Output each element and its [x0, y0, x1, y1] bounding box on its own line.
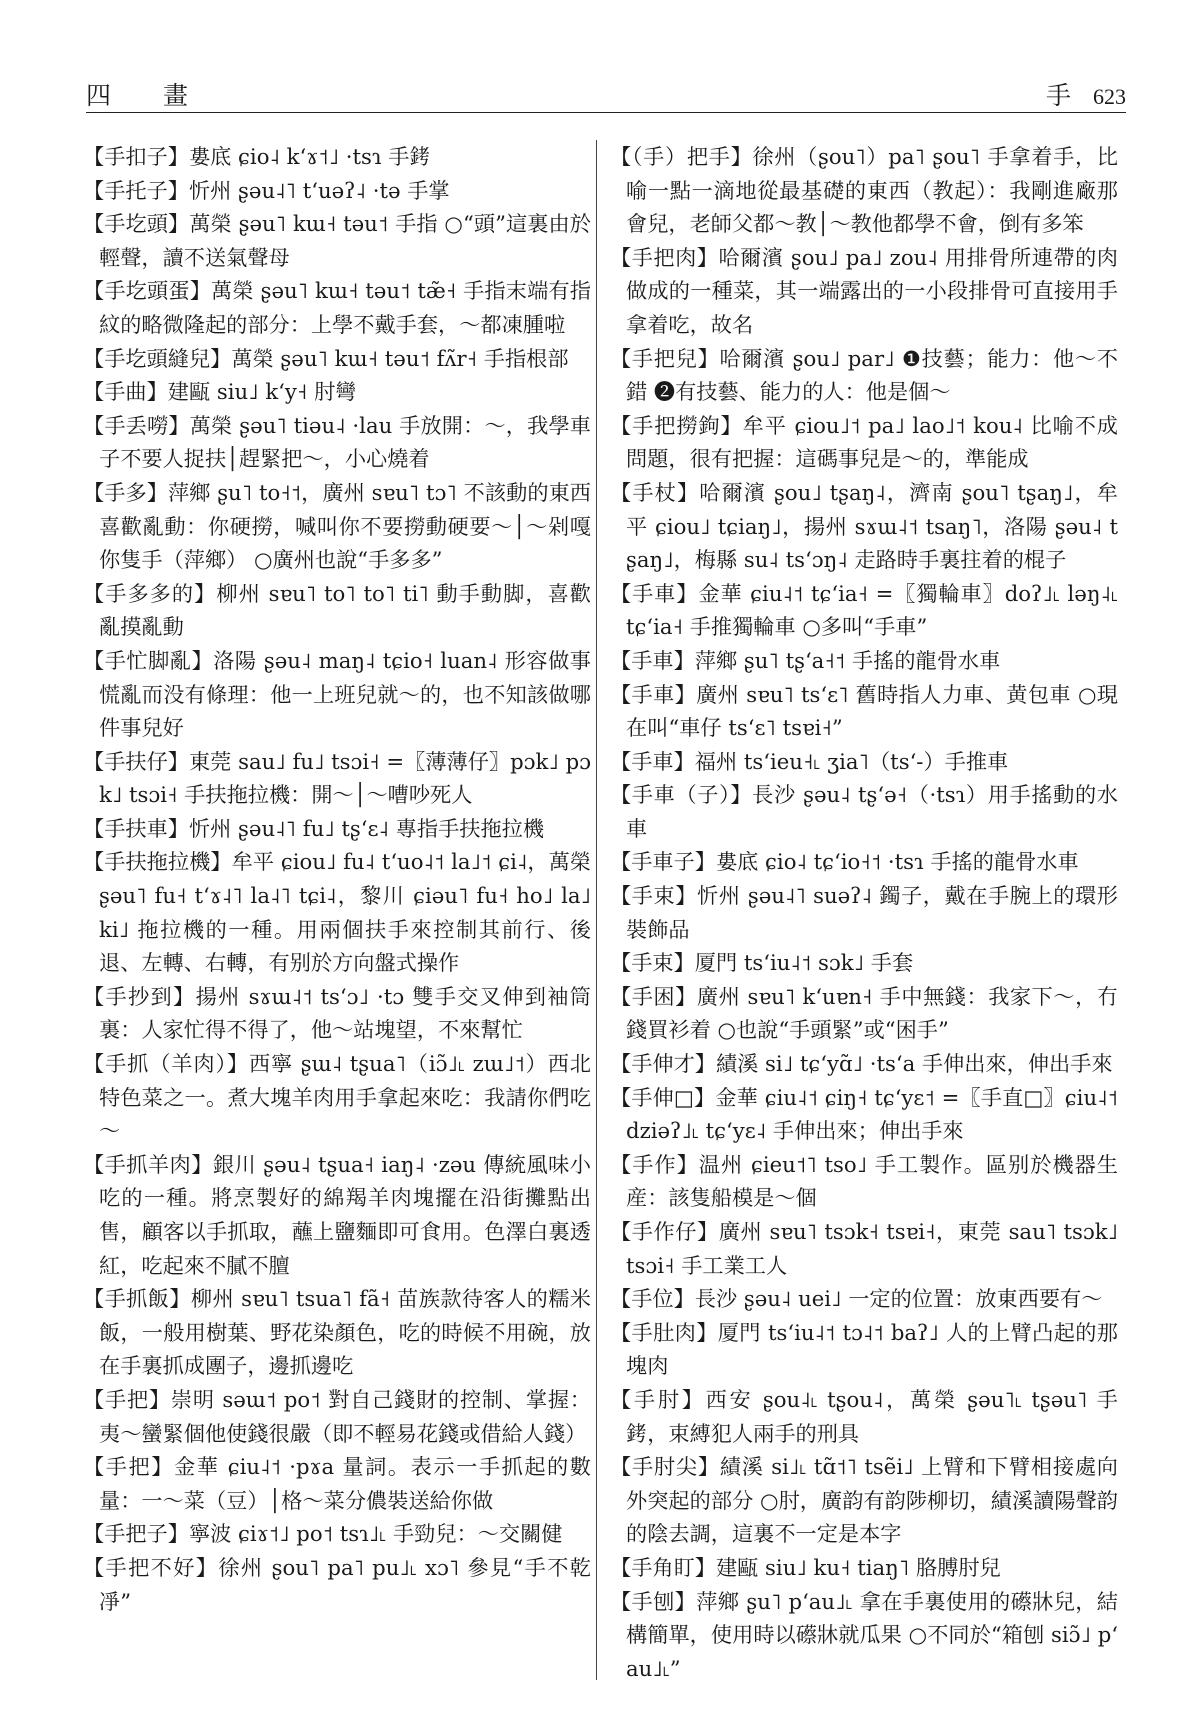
dictionary-entry: 【手把子】寧波 ɕiɤ˦˩ po˦ tsɿ˩˪ 手勁兒：～交關健 — [83, 1521, 563, 1547]
dictionary-entry: 【手位】長沙 ʂəu˨ uei˩ 一定的位置：放東西要有～ — [610, 1286, 1103, 1312]
dictionary-entry: 【手杖】哈爾濱 ʂou˩ tʂaŋ˨，濟南 ʂou˥ tʂaŋ˩，牟平 ɕiou˩ tɕiaŋ˩，揚州 sɤɯ˨˦ tsaŋ˥，洛陽 ʂəu˨ tʂaŋ˩，梅縣 su˨ tsʻɔŋ˨ 走路時手裏拄着的棍子 — [610, 479, 1118, 573]
dictionary-entry: 【手多多的】柳州 sɐu˥ to˥ to˥ ti˥ 動手動脚，喜歡亂摸亂動 — [83, 580, 591, 640]
section-title: 四 畫 — [86, 81, 210, 110]
dictionary-entry: 【手把肉】哈爾濱 ʂou˩ pa˩ zou˨ 用排骨所連帶的肉做成的一種菜，其一端露出的一小段排骨可直接用手拿着吃，故名 — [610, 244, 1118, 337]
dictionary-entry: 【手扶拖拉機】牟平 ɕiou˩ fu˨ tʻuo˨˦ la˩˦ ɕi˨，萬榮 ʂəu˥ fu˧ tʻɤ˨˥ la˨˥ tɕi˨，黎川 ɕiəu˥ fu˧ ho˩ la˩ ki˩ 拖拉機的一種。用兩個扶手來控制其前行、後退、左轉、右轉，有别於方向盤式操作 — [83, 849, 591, 976]
dictionary-entry: 【手把不好】徐州 ʂou˥ pa˥ pu˩˪ xɔ˥ 參見“手不乾凈” — [83, 1554, 591, 1614]
dictionary-entry: 【手扶車】忻州 ʂəu˨˥ fu˩ tʂʻɛ˨ 專指手扶拖拉機 — [83, 815, 545, 841]
header-character: 手 — [1046, 81, 1072, 110]
dictionary-entry: 【手圪頭縫兒】萬榮 ʂəu˥ kɯ˧ təu˦ fʌ̃r˧ 手指根部 — [83, 345, 569, 371]
dictionary-entry: 【手車】金華 ɕiu˨˦ tɕʻia˧ =〖獨輪車〗doʔ˩˪ ləŋ˨˪ tɕʻia˧ 手推獨輪車 ○多叫“手車” — [610, 580, 1118, 640]
dictionary-entry: 【手扶仔】東莞 sau˩ fu˩ tsɔi˧ =〖薄薄仔〗pɔk˩ pɔk˩ tsɔi˧ 手扶拖拉機：開～│～嘈吵死人 — [83, 748, 591, 808]
column-divider — [596, 140, 597, 1680]
dictionary-entry: 【手困】廣州 sɐu˥ kʻuɐn˧ 手中無錢：我家下～，冇錢買衫着 ○也說“手頭緊”或“困手” — [610, 983, 1118, 1043]
dictionary-entry: 【（手）把手】徐州（ʂou˥）pa˥ ʂou˥ 手拿着手，比喻一點一滴地從最基礎的東西（教起）：我剛進廠那會兒，老師父都～教│～教他都學不會，倒有多笨 — [610, 144, 1118, 237]
dictionary-entry: 【手作仔】廣州 sɐu˥ tsɔk˧ tsɐi˧，東莞 sau˥ tsɔk˩ tsɔi˧ 手工業工人 — [610, 1219, 1118, 1278]
right-column — [610, 140, 1118, 1685]
dictionary-entry: 【手伸才】績溪 si˩ tɕʻyɑ̃˩ ·tsʻa 手伸出來，伸出手來 — [610, 1051, 1113, 1077]
dictionary-entry: 【手角盯】建甌 siu˩ ku˧ tiaŋ˥ 胳膊肘兒 — [610, 1554, 1001, 1580]
page-number: 623 — [1093, 84, 1126, 109]
dictionary-entry: 【手車】廣州 sɐu˥ tsʻɛ˥ 舊時指人力車、黄包車 ○現在叫“車仔 tsʻɛ˥ tsɐi˧” — [610, 681, 1118, 741]
dictionary-entry: 【手把】崇明 səɯ˦ po˦ 對自己錢財的控制、掌握：夷～蠻緊個他使錢很嚴（即不輕易花錢或借給人錢） — [83, 1386, 591, 1446]
dictionary-entry: 【手把】金華 ɕiu˨˦ ·pɤa 量詞。表示一手抓起的數量：一～菜（豆）│格～菜分儂裝送給你做 — [83, 1454, 591, 1513]
dictionary-entry: 【手圪頭蛋】萬榮 ʂəu˥ kɯ˧ təu˦ tæ̃˧ 手指末端有指紋的略微隆起的部分：上學不戴手套，～都凍腫啦 — [83, 278, 591, 337]
header-rule — [86, 112, 1126, 113]
dictionary-entry: 【手忙脚亂】洛陽 ʂəu˨ maŋ˨ tɕio˧ luan˨ 形容做事慌亂而没有條理：他一上班兒就～的，也不知該做哪件事兒好 — [83, 647, 591, 741]
dictionary-entry: 【手肘尖】績溪 si˩˪ tɑ̃˦˥ tsẽi˩ 上臂和下臂相接處向外突起的部分 ○肘，廣韵有韵陟柳切，績溪讀陽聲韵的陰去調，這裏不一定是本字 — [610, 1454, 1118, 1547]
dictionary-entry: 【手扣子】婁底 ɕio˨ kʻɤ˦˩ ·tsɿ 手銬 — [83, 144, 431, 169]
dictionary-entry: 【手車】福州 tsʻieu˧˪ ʒia˥（tsʻ-）手推車 — [610, 748, 1009, 774]
dictionary-entry: 【手抄到】揚州 sɤɯ˨˦ tsʻɔ˩ ·tɔ 雙手交叉伸到袖筒裏：人家忙得不得了，他～站塊望，不來幫忙 — [83, 983, 591, 1043]
dictionary-entry: 【手伸□】金華 ɕiu˨˦ ɕiŋ˧ tɕʻyɛ˦ =〖手直□〗ɕiu˨˦ dziəʔ˩˪ tɕʻyɛ˨ 手伸出來；伸出手來 — [610, 1084, 1118, 1144]
dictionary-entry: 【手車子】婁底 ɕio˨ tɕʻio˧˦ ·tsɿ 手搖的龍骨水車 — [610, 849, 1079, 875]
dictionary-entry: 【手作】温州 ɕieu˦˥ tso˩ 手工製作。區别於機器生産：該隻船模是～個 — [610, 1151, 1118, 1211]
dictionary-entry: 【手束】厦門 tsʻiu˨˦ sɔk˩ 手套 — [610, 950, 914, 976]
left-column — [83, 140, 591, 1618]
dictionary-entry: 【手刨】萍鄉 ʂu˥ pʻau˩˪ 拿在手裏使用的礤牀兒，結構簡單，使用時以礤牀就瓜果 ○不同於“箱刨 siɔ̃˩ pʻau˩˪” — [610, 1588, 1118, 1681]
dictionary-entry: 【手抓（羊肉）】西寧 ʂɯ˨ tʂua˥（iɔ̃˩˪ zɯ˩˦）西北特色菜之一。煮大塊羊肉用手拿起來吃：我請你們吃～ — [83, 1051, 591, 1144]
dictionary-entry: 【手肘】西安 ʂou˨˪ tʂou˨，萬榮 ʂəu˥˪ tʂəu˥ 手銬，束縛犯人兩手的刑具 — [610, 1386, 1118, 1446]
dictionary-entry: 【手把兒】哈爾濱 ʂou˩ par˩ ❶技藝；能力：他～不錯 ❷有技藝、能力的人：他是個～ — [610, 345, 1118, 405]
dictionary-entry: 【手車（子）】長沙 ʂəu˨ tʂʻə˧（·tsɿ）用手搖動的水車 — [610, 782, 1118, 841]
dictionary-entry: 【手把撈鉤】牟平 ɕiou˩˦ pa˩ lao˩˦ kou˨ 比喻不成問題，很有把握：這碼事兒是～的，準能成 — [610, 412, 1118, 472]
dictionary-entry: 【手車】萍鄉 ʂu˥ tʂʻa˧˦ 手搖的龍骨水車 — [610, 647, 1001, 673]
dictionary-entry: 【手抓羊肉】銀川 ʂəu˨ tʂua˧ iaŋ˨ ·zəu 傳統風味小吃的一種。將烹製好的綿羯羊肉塊擺在沿街攤點出售，顧客以手抓取，蘸上鹽麵即可食用。色澤白裏透紅，吃起來不膩不膻 — [83, 1151, 591, 1278]
dictionary-entry: 【手多】萍鄉 ʂu˥ to˧˦，廣州 sɐu˥ tɔ˥ 不該動的東西喜歡亂動：你硬撈，喊叫你不要撈動硬要～│～剁嘎你隻手（萍鄉） ○廣州也說“手多多” — [83, 479, 591, 573]
dictionary-entry: 【手抓飯】柳州 sɐu˥ tsua˥ fã˧ 苗族款待客人的糯米飯，一般用樹葉、野花染顏色，吃的時候不用碗，放在手裏抓成團子，邊抓邊吃 — [83, 1286, 591, 1379]
header-right — [1046, 76, 1126, 112]
dictionary-entry: 【手束】忻州 ʂəu˨˥ suəʔ˨ 鐲子，戴在手腕上的環形裝飾品 — [610, 883, 1118, 942]
dictionary-entry: 【手肚肉】厦門 tsʻiu˨˦ tɔ˨˦ baʔ˩ 人的上臂凸起的那塊肉 — [610, 1319, 1118, 1379]
dictionary-entry: 【手丢嘮】萬榮 ʂəu˥ tiəu˨ ·lau 手放開：～，我學車子不要人捉扶│趕緊把～，小心燒着 — [83, 412, 591, 472]
page-header — [86, 76, 1126, 116]
dictionary-entry: 【手曲】建甌 siu˩ kʻy˧ 肘彎 — [83, 379, 357, 405]
dictionary-entry: 【手托子】忻州 ʂəu˨˥ tʻuəʔ˨ ·tə 手掌 — [83, 177, 450, 203]
dictionary-entry: 【手圪頭】萬榮 ʂəu˥ kɯ˧ təu˦ 手指 ○“頭”這裏由於輕聲，讀不送氣聲母 — [83, 211, 591, 270]
